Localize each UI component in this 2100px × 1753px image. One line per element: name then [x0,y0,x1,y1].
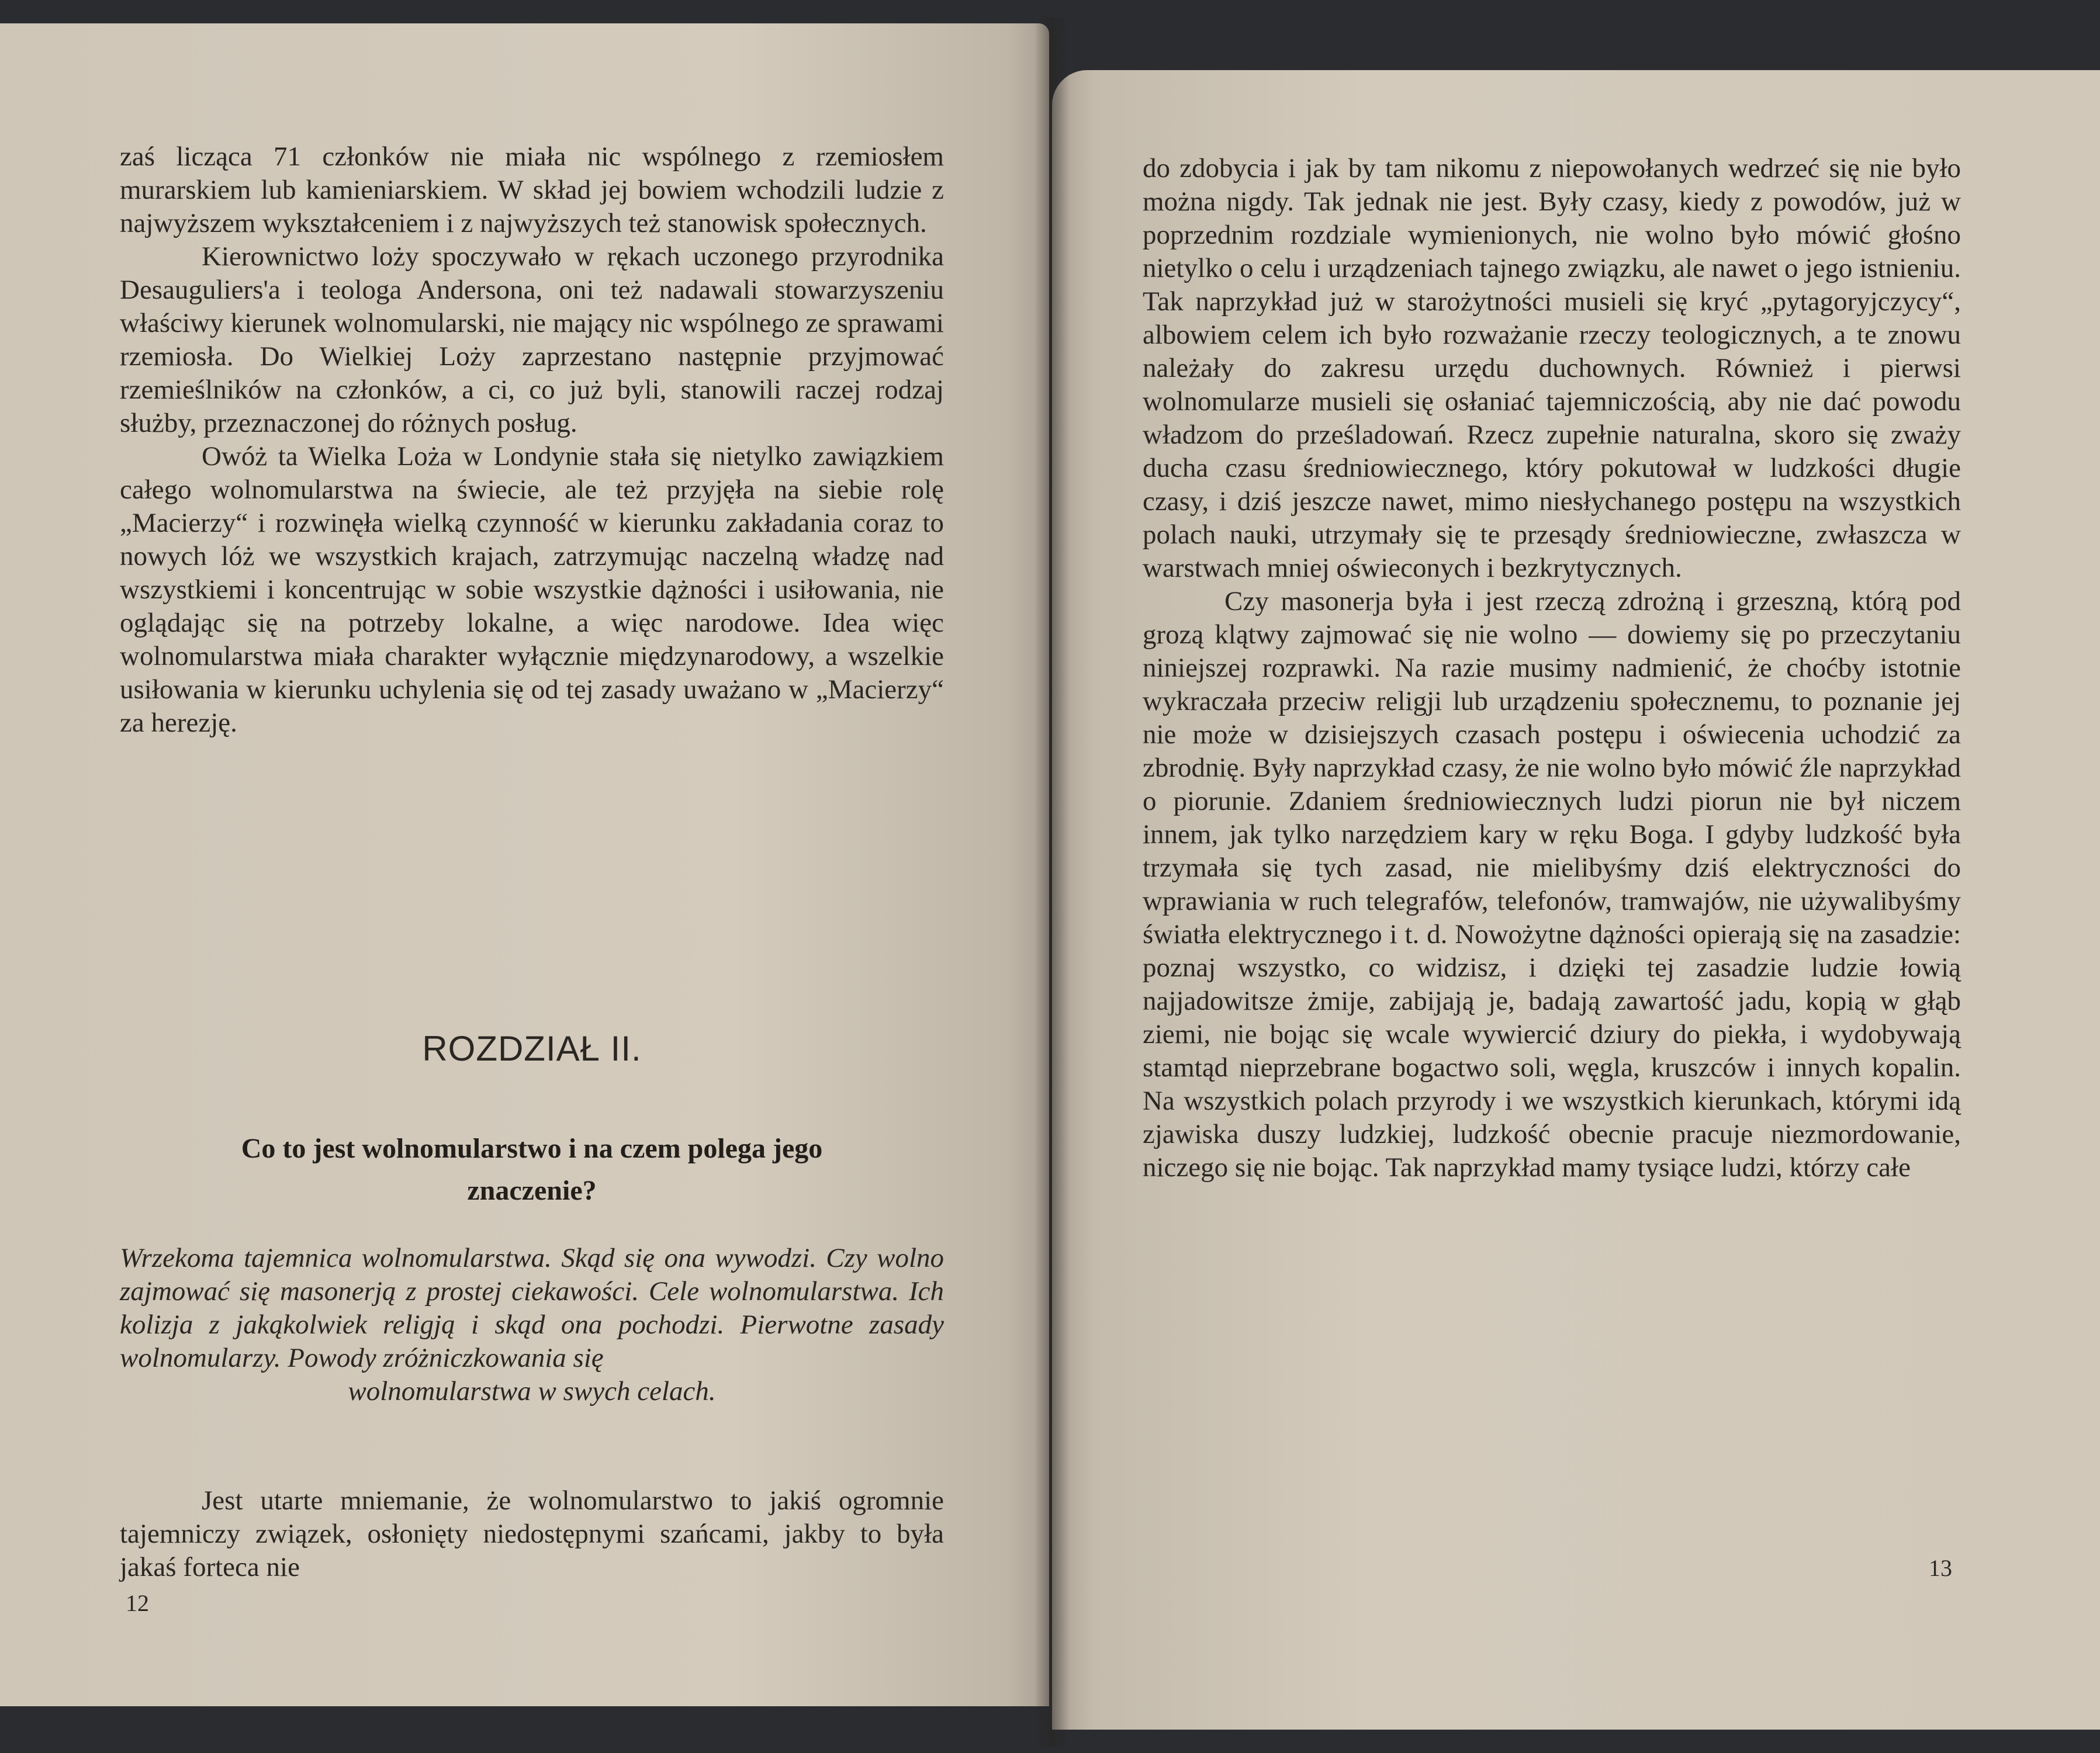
paragraph: do zdobycia i jak by tam nikomu z niepowołanych wedrzeć się nie było można nigdy. Tak jednak nie jest. Były czasy, kiedy z powodów, już w poprzednim rozdziale wymienionych, nie wolno było mówić głośno nietylko o celu i urządzeniach tajnego związku, ale nawet o jego istnieniu. Tak naprzykład już w starożytności musieli się kryć „pytagoryjczycy“, albowiem celem ich było rozważanie rzeczy teologicznych, a te znowu należały do zakresu urzędu duchownych. Również i pierwsi wolnomularze musieli się osłaniać tajemniczością, aby nie dać powodu władzom do prześladowań. Rzecz zupełnie naturalna, skoro się zważy ducha czasu średniowiecznego, który pokutował w ludzkości długie czasy, i dziś jeszcze nawet, mimo niesłychanego postępu na wszystkich polach nauki, utrzymały się te przesądy średniowieczne, zwłaszcza w warstwach mniej oświeconych i bezkrytycznych. [1143,153,1961,583]
left-page-body [120,140,944,740]
left-page-final [120,1484,944,1584]
chapter-summary-last-line: wolnomularstwa w swych celach. [348,1376,716,1406]
chapter-subtitle-line: znaczenie? [467,1175,597,1206]
book-gutter [1035,18,1070,1747]
paragraph: Jest utarte mniemanie, że wolnomularstwo to jakiś ogromnie tajemniczy związek, osłonięty niedostępnymi szańcami, jakby to była jakaś forteca nie [120,1485,944,1582]
paragraph: zaś licząca 71 członków nie miała nic wspólnego z rzemiosłem murarskiem lub kamieniarskiem. W skład jej bowiem wchodzili ludzie z najwyższem wykształceniem i z najwyższych też stanowisk społecznych. [120,141,944,238]
page-number-right: 13 [1929,1555,1952,1581]
chapter-title: ROZDZIAŁ II. [422,1029,642,1068]
page-number-left: 12 [126,1590,149,1616]
chapter-subtitle-line: Co to jest wolnomularstwo i na czem polega jego [241,1133,823,1164]
left-page [0,23,1049,1706]
chapter-subtitle [120,1128,944,1212]
right-page [1052,70,2100,1730]
paragraph: Owóż ta Wielka Loża w Londynie stała się nietylko zawiązkiem całego wolnomularstwa na świecie, ale też przyjęła na siebie rolę „Macierzy“ i rozwinęła wielką czynność w kierunku zakładania coraz to nowych lóż we wszystkich krajach, zatrzymując naczelną władzę nad wszystkiemi i koncentrując w sobie wszystkie dążności i usiłowania, nie oglądając się na potrzeby lokalne, a więc narodowe. Idea więc wolnomularstwa miała charakter wyłącznie międzynarodowy, a wszelkie usiłowania w kierunku uchylenia się od tej zasady uważano w „Macierzy“ za herezję. [120,441,944,738]
right-page-body [1143,152,1961,1184]
paragraph: Kierownictwo loży spoczywało w rękach uczonego przyrodnika Desauguliers'a i teologa Andersona, oni też nadawali stowarzyszeniu właściwy kierunek wolnomularski, nie mający nic wspólnego ze sprawami rzemiosła. Do Wielkiej Loży zaprzestano następnie przyjmować rzemieślników na członków, a ci, co już byli, stanowili raczej rodzaj służby, przeznaczonej do różnych posług. [120,241,944,438]
paragraph: Czy masonerja była i jest rzeczą zdrożną i grzeszną, którą pod grozą klątwy zajmować się nie wolno — dowiemy się po przeczytaniu niniejszej rozprawki. Na razie musimy nadmienić, że choćby istotnie wykraczała przeciw religji lub urządzeniu społecznemu, to poznanie jej nie może w dzisiejszych czasach postępu i oświecenia uchodzić za zbrodnię. Były naprzykład czasy, że nie wolno było mówić źle naprzykład o piorunie. Zdaniem średniowiecznych ludzi piorun nie był niczem innem, jak tylko narzędziem kary w ręku Boga. I gdyby ludzkość była trzymała się tych zasad, nie mielibyśmy dziś elektryczności do wprawiania w ruch telegrafów, telefonów, tramwajów, nie używalibyśmy światła elektrycznego i t. d. Nowożytne dążności opierają się na zasadzie: poznaj wszystko, co widzisz, i dzięki tej zasadzie ludzie łowią najjadowitsze żmije, zabijają je, badają zawartość jadu, kopią w głąb ziemi, nie bojąc się wcale wywiercić dziury do piekła, i wydobywają stamtąd nieprzebrane bogactwo soli, węgla, kruszców i innych kopalin. Na wszystkich polach przyrody i we wszystkich kierunkach, którymi idą zjawiska duszy ludzkiej, ludzkość obecnie pracuje niezmordowanie, niczego się nie bojąc. Tak naprzykład mamy tysiące ludzi, którzy całe [1143,586,1961,1183]
chapter-summary [120,1242,944,1408]
chapter-summary-text: Wrzekoma tajemnica wolnomularstwa. Skąd się ona wywodzi. Czy wolno zajmować się masonerją z prostej ciekawości. Cele wolnomularstwa. Ich kolizja z jakąkolwiek religją i skąd ona pochodzi. Pierwotne zasady wolnomularzy. Powody zróżniczkowania się [120,1243,944,1373]
